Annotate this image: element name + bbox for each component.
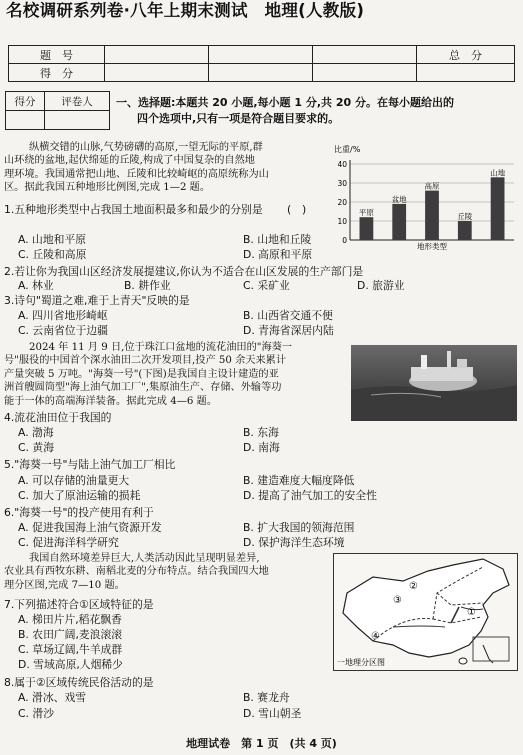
map-caption: 一地理分区图 <box>337 658 385 667</box>
q2-option-c: C. 采矿业 <box>243 279 290 292</box>
intro-line: 理环境。我国通常把山地、丘陵和比较崎岖的高原统称为山 <box>4 168 269 180</box>
q3-option-d: D. 青海省深居内陆 <box>243 324 334 337</box>
intro-paragraph-3 <box>4 552 334 592</box>
q8-option-d: D. 雪山朝圣 <box>243 707 302 720</box>
q3-option-b: B. 山西省交通不便 <box>243 309 333 322</box>
q5-option-d: D. 提高了油气加工的安全性 <box>243 489 377 502</box>
intro-line: 能于一体的高端海洋装备。据此完成 4—6 题。 <box>4 395 218 407</box>
q3-option-c: C. 云南省位于边疆 <box>18 324 108 337</box>
chart-bar <box>360 217 374 240</box>
q6-option-a: A. 促进我国海上油气资源开发 <box>18 521 162 534</box>
q5-option-b: B. 建造难度大幅度降低 <box>243 474 355 487</box>
grade-total-label: 总 分 <box>417 46 515 64</box>
chart-category-label: 高原 <box>424 181 440 191</box>
chart-bar <box>491 177 505 240</box>
intro-line: 产量突破 5 万吨。"海葵一号"(下图)是我国自主设计建造的亚 <box>4 368 279 380</box>
q4-option-a: A. 渤海 <box>18 426 54 439</box>
q7-option-c: C. 草场辽阔,牛羊成群 <box>18 643 123 656</box>
grade-table <box>8 45 515 82</box>
scorer-cell <box>6 111 45 130</box>
chart-y-label: 比重/% <box>334 145 361 154</box>
q7-option-a: A. 梯田片片,稻花飘香 <box>18 613 122 626</box>
grade-score-label: 得 分 <box>9 64 105 82</box>
section-heading-line1: 一、选择题:本题共 20 小题,每小题 1 分,共 20 分。在每小题给出的 <box>116 96 455 109</box>
grade-header-label: 题 号 <box>9 46 105 64</box>
question-4-stem: 4.流花油田位于我国的 <box>4 411 112 424</box>
q1-option-b: B. 山地和丘陵 <box>243 233 312 246</box>
chart-category-label: 平原 <box>358 208 374 218</box>
chart-y-tick: 10 <box>337 217 347 226</box>
grade-cell <box>417 64 515 82</box>
map-region-label: ① <box>467 607 476 618</box>
question-5-stem: 5."海葵一号"与陆上油气加工厂相比 <box>4 458 176 471</box>
grade-cell <box>105 64 209 82</box>
q4-option-b: B. 东海 <box>243 426 279 439</box>
q4-option-c: C. 黄海 <box>18 441 54 454</box>
section-heading-line2: 四个选项中,只有一项是符合题目要求的。 <box>137 112 340 125</box>
chart-bar <box>425 191 439 240</box>
question-8-stem: 8.属于②区域传统民俗活动的是 <box>4 676 154 689</box>
intro-line: 纵横交错的山脉,气势磅礴的高原,一望无际的平原,群 <box>29 142 263 153</box>
chart-y-tick: 30 <box>337 179 347 188</box>
intro-line: 理分区图,完成 7—10 题。 <box>4 579 125 591</box>
exam-title: 名校调研系列卷·八年上期末测试 地理(人教版) <box>6 1 365 20</box>
intro-line: 区。据此我国五种地形比例图,完成 1—2 题。 <box>4 182 211 194</box>
grade-cell <box>313 64 417 82</box>
chart-y-tick: 40 <box>337 160 347 169</box>
q5-option-a: A. 可以存储的油量更大 <box>18 474 130 487</box>
q2-option-a: A. 林业 <box>18 279 54 292</box>
q1-option-c: C. 丘陵和高原 <box>18 248 87 261</box>
grade-cell <box>105 46 209 64</box>
chart-x-label: 地形类型 <box>417 242 447 250</box>
q2-option-b: B. 耕作业 <box>124 279 171 292</box>
chart-category-label: 丘陵 <box>457 212 473 221</box>
intro-line: 号"服役的中国首个深水油田二次开发项目,投产 50 余天来累计 <box>4 355 287 367</box>
q1-option-a: A. 山地和平原 <box>18 233 87 246</box>
question-6-stem: 6."海葵一号"的投产使用有利于 <box>4 506 154 519</box>
scorer-score-label: 得分 <box>6 92 45 111</box>
intro-line: 山环绕的盆地,起伏绵延的丘陵,构成了中国复杂的自然地 <box>4 155 255 167</box>
q8-option-a: A. 滑冰、戏雪 <box>18 691 87 704</box>
q5-option-c: C. 加大了原油运输的损耗 <box>18 489 141 502</box>
q4-option-d: D. 南海 <box>243 441 280 454</box>
terrain-bar-chart <box>332 140 518 250</box>
chart-category-label: 盆地 <box>391 194 407 204</box>
q8-option-c: C. 滑沙 <box>18 707 54 720</box>
question-1-stem: 1.五种地形类型中占我国土地面积最多和最少的分别是 <box>4 203 263 216</box>
chart-y-tick: 20 <box>337 198 347 207</box>
q6-option-b: B. 扩大我国的领海范围 <box>243 521 355 534</box>
q1-option-d: D. 高原和平原 <box>243 248 313 261</box>
q2-option-d: D. 旅游业 <box>357 279 405 292</box>
intro-line: 我国自然环境差异巨大,人类活动因此呈现明显差异, <box>29 553 260 564</box>
geographic-regions-map <box>333 553 518 671</box>
q6-option-c: C. 促进海洋科学研究 <box>18 536 119 549</box>
grade-cell <box>209 46 313 64</box>
q7-option-d: D. 雪域高原,人烟稀少 <box>18 658 123 671</box>
chart-y-tick: 0 <box>342 236 347 245</box>
grade-cell <box>313 46 417 64</box>
intro-line: 2024 年 11 月 9 日,位于珠江口盆地的流花油田的"海葵一 <box>29 342 293 353</box>
question-2-stem: 2.若让你为我国山区经济发展提建议,你认为不适合在山区发展的生产部门是 <box>4 265 364 278</box>
q6-option-d: D. 保护海洋生态环境 <box>243 536 345 549</box>
intro-line: 洲首艘圆筒型"海上油气加工厂",集原油生产、存储、外输等功 <box>4 382 282 394</box>
intro-paragraph-1 <box>4 141 334 195</box>
q8-option-b: B. 赛龙舟 <box>243 691 290 704</box>
intro-paragraph-2 <box>4 341 349 408</box>
chart-category-label: 山地 <box>490 168 506 178</box>
answer-paren: ( ) <box>287 203 307 216</box>
scorer-table <box>5 91 110 130</box>
page-footer: 地理试卷 第 1 页 (共 4 页) <box>186 737 337 750</box>
chart-bar <box>458 221 472 240</box>
map-region-label: ④ <box>371 631 380 642</box>
intro-line: 农业具有西牧东耕、南稻北麦的分布特点。结合我国四大地 <box>4 566 269 578</box>
q7-option-b: B. 农田广阔,麦浪滚滚 <box>18 628 123 641</box>
scorer-cell <box>45 111 110 130</box>
chart-bar <box>392 204 406 240</box>
grade-cell <box>209 64 313 82</box>
question-7-stem: 7.下列描述符合①区域特征的是 <box>4 598 154 611</box>
platform-photo <box>351 345 517 421</box>
scorer-grader-label: 评卷人 <box>45 92 110 111</box>
question-3-stem: 3.诗句"蜀道之难,难于上青天"反映的是 <box>4 294 190 307</box>
map-region-label: ② <box>409 581 418 592</box>
q3-option-a: A. 四川省地形崎岖 <box>18 309 108 322</box>
map-region-label: ③ <box>393 595 402 606</box>
